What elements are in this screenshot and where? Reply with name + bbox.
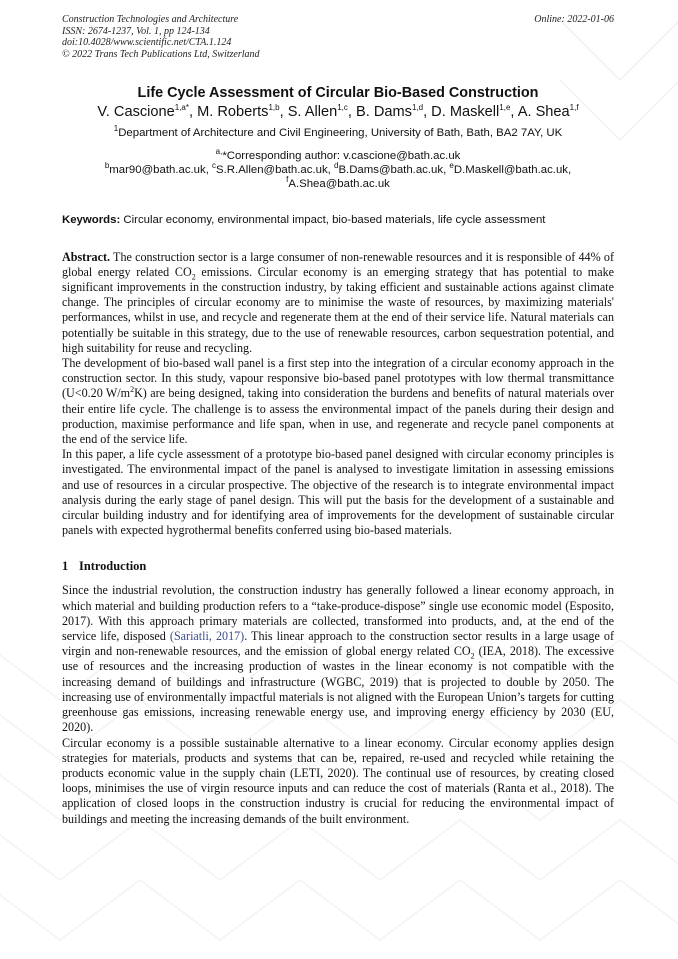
keywords-label: Keywords: (62, 213, 121, 226)
author-sup: 1,e (499, 103, 511, 113)
email-sup: e (449, 161, 454, 171)
author-sup: 1,f (569, 103, 579, 113)
section-title-text: Introduction (79, 559, 147, 574)
email-d[interactable]: B.Dams@bath.ac.uk, (338, 164, 450, 177)
email-e[interactable]: D.Maskell@bath.ac.uk, (453, 164, 572, 177)
abstract (62, 250, 614, 539)
email-f[interactable]: A.Shea@bath.ac.uk (288, 178, 390, 191)
author-name: D. Maskell (431, 104, 500, 120)
email-line (62, 177, 614, 191)
author-list: V. Cascione$^{1,a*}$, M. Roberts$^{1,b}$, S. Allen$^{1,c}$, B. Dams$^{1,d}$, D. Maskell$^{1,e}$, A. Shea$^{1,f}$ (97, 103, 579, 120)
email-sup: c (212, 161, 217, 171)
copyright-line: © 2022 Trans Tech Publications Ltd, Switzerland (62, 48, 260, 60)
email-sup: b (104, 161, 110, 171)
affiliation (62, 126, 614, 141)
citation-link[interactable]: (Sariatli, 2017) (169, 629, 245, 644)
body-paragraph: Circular economy is a possible sustainable alternative to a linear economy. Circular economy applies design strategies for materials, products and systems that can be, repaired, re-used and recycled while retaining the products economic value in the supply chain (LETI, 2020). The continual use of resources, by creating closed loops, minimises the use of virgin resource inputs and can reduce the cost of materials (Ranta et al., 2018). The application of closed loops in the construction industry is crucial for reducing the environmental impact of buildings and meeting the increasing demands of the built environment. (62, 735, 614, 826)
affiliation-text: Department of Architecture and Civil Engineering, University of Bath, Bath, BA2 7AY, UK (118, 127, 563, 139)
abstract-paragraph (62, 356, 614, 447)
doi-line[interactable]: doi:10.4028/www.scientific.net/CTA.1.124 (62, 37, 232, 48)
paper-title: Life Cycle Assessment of Circular Bio-Based Construction (137, 85, 539, 101)
abstract-text: K) are being designed, taking into consideration the burdens and benefits of natural materials over their entire life cycle. The challenge is to assess the environmental impact of the panels during their design and production, maximise performance and life span, when in use, and regenerate and recycle panel components at the end of the service life. (62, 386, 615, 447)
keywords-text: Circular economy, environmental impact, bio-based materials, life cycle assessment (120, 213, 546, 226)
author-sup: 1,b (268, 103, 280, 113)
issn-line: ISSN: 2674-1237, Vol. 1, pp 124-134 (62, 25, 210, 37)
journal-name: Construction Technologies and Architecture (62, 14, 239, 25)
author-name: B. Dams (355, 104, 412, 120)
email-c[interactable]: S.R.Allen@bath.ac.uk, (216, 164, 334, 177)
keywords (62, 213, 614, 228)
superscript: 2 (130, 385, 135, 395)
body-text: . This linear approach to the construction sector results in a large usage of virgin and non-renewable resources, and the emission of global energy related CO (62, 629, 614, 659)
section-number: 1 (62, 559, 69, 574)
section-heading (62, 559, 614, 574)
online-date: Online: 2022-01-06 (534, 14, 614, 25)
author-sup: 1,d (411, 103, 424, 113)
paper-page (62, 14, 614, 827)
body-text: Since the industrial revolution, the construction industry has generally followed a linear economy approach, in which material and building production refers to a “take-produce-dispose” single use economic model (Esposito, 2017). With this approach primary materials are collected, transformed into products, and, at the end of the service life, disposed (62, 583, 614, 644)
affiliation-sup: 1 (113, 124, 119, 134)
author-name: V. Cascione (97, 104, 175, 120)
abstract-text: emissions. Circular economy is an emerging strategy that has potential to make significant improvements in the construction industry, by taking efficient and sustainable actions against climate change. The principles of circular economy are to minimise the waste of resources, by maximizing materials' performances, whilst in use, and recycle and regenerate them at the end of their service life. Natural materials can potentially be suitable in this strategy, due to the use of renewable resources, carbon sequestration potential, and high suitability for reuse and recycling. (62, 264, 615, 355)
body-paragraph (62, 583, 614, 735)
email-sup: f (286, 175, 289, 185)
body-text: (IEA, 2018). The excessive use of resources and the increasing production of wastes in the linear economy is not compatible with the increasing demand of buildings and infrastructure (WGBC, 2019) that is projected to double by 2050. The increasing use of environmentally impactful materials is not aligned with the European Union’s targets for cutting greenhouse gas emissions, increasing renewable energy use, and improving energy efficiency by 2030 (EU, 2020). (62, 644, 614, 735)
author-emails (62, 149, 614, 192)
journal-header (62, 14, 614, 60)
author-name: S. Allen (287, 104, 338, 120)
email-sup: d (333, 161, 339, 171)
subscript: 2 (470, 651, 475, 661)
author-name: M. Roberts (197, 104, 269, 120)
author-sup: 1,a* (174, 103, 189, 113)
abstract-paragraph (62, 250, 614, 356)
abstract-text: The construction sector is a large consumer of non-renewable resources and it is responsible of 44% of global energy related CO (62, 249, 614, 279)
author-sup: 1,c (337, 103, 348, 113)
subscript: 2 (191, 272, 196, 282)
email-sup: a, (215, 147, 223, 157)
abstract-text: The development of bio-based wall panel is a first step into the integration of a circular economy approach in the construction sector. In this study, vapour responsive bio-based panel prototypes with low thermal transmittance (U<0.20 W/m (62, 356, 614, 401)
abstract-label: Abstract. (62, 249, 111, 264)
author-name: A. Shea (517, 104, 570, 120)
abstract-paragraph: In this paper, a life cycle assessment of a prototype bio-based panel designed with circular economy principles is investigated. The environmental impact of the panel is analysed to investigate limitation in assessing emissions and use of resources in a circular prospective. The objective of the research is to integrate environmental impact analysis during the early stage of panel design. This will put the basis for the development of a sustainable and circular building industry and for identifying area of improvements for the development of sustainable circular panels with expected hygrothermal benefits conferred using bio-based materials. (62, 447, 614, 538)
email-line (62, 163, 614, 177)
email-b[interactable]: mar90@bath.ac.uk, (109, 164, 213, 177)
corresponding-email[interactable]: *Corresponding author: v.cascione@bath.ac.uk (222, 150, 461, 162)
